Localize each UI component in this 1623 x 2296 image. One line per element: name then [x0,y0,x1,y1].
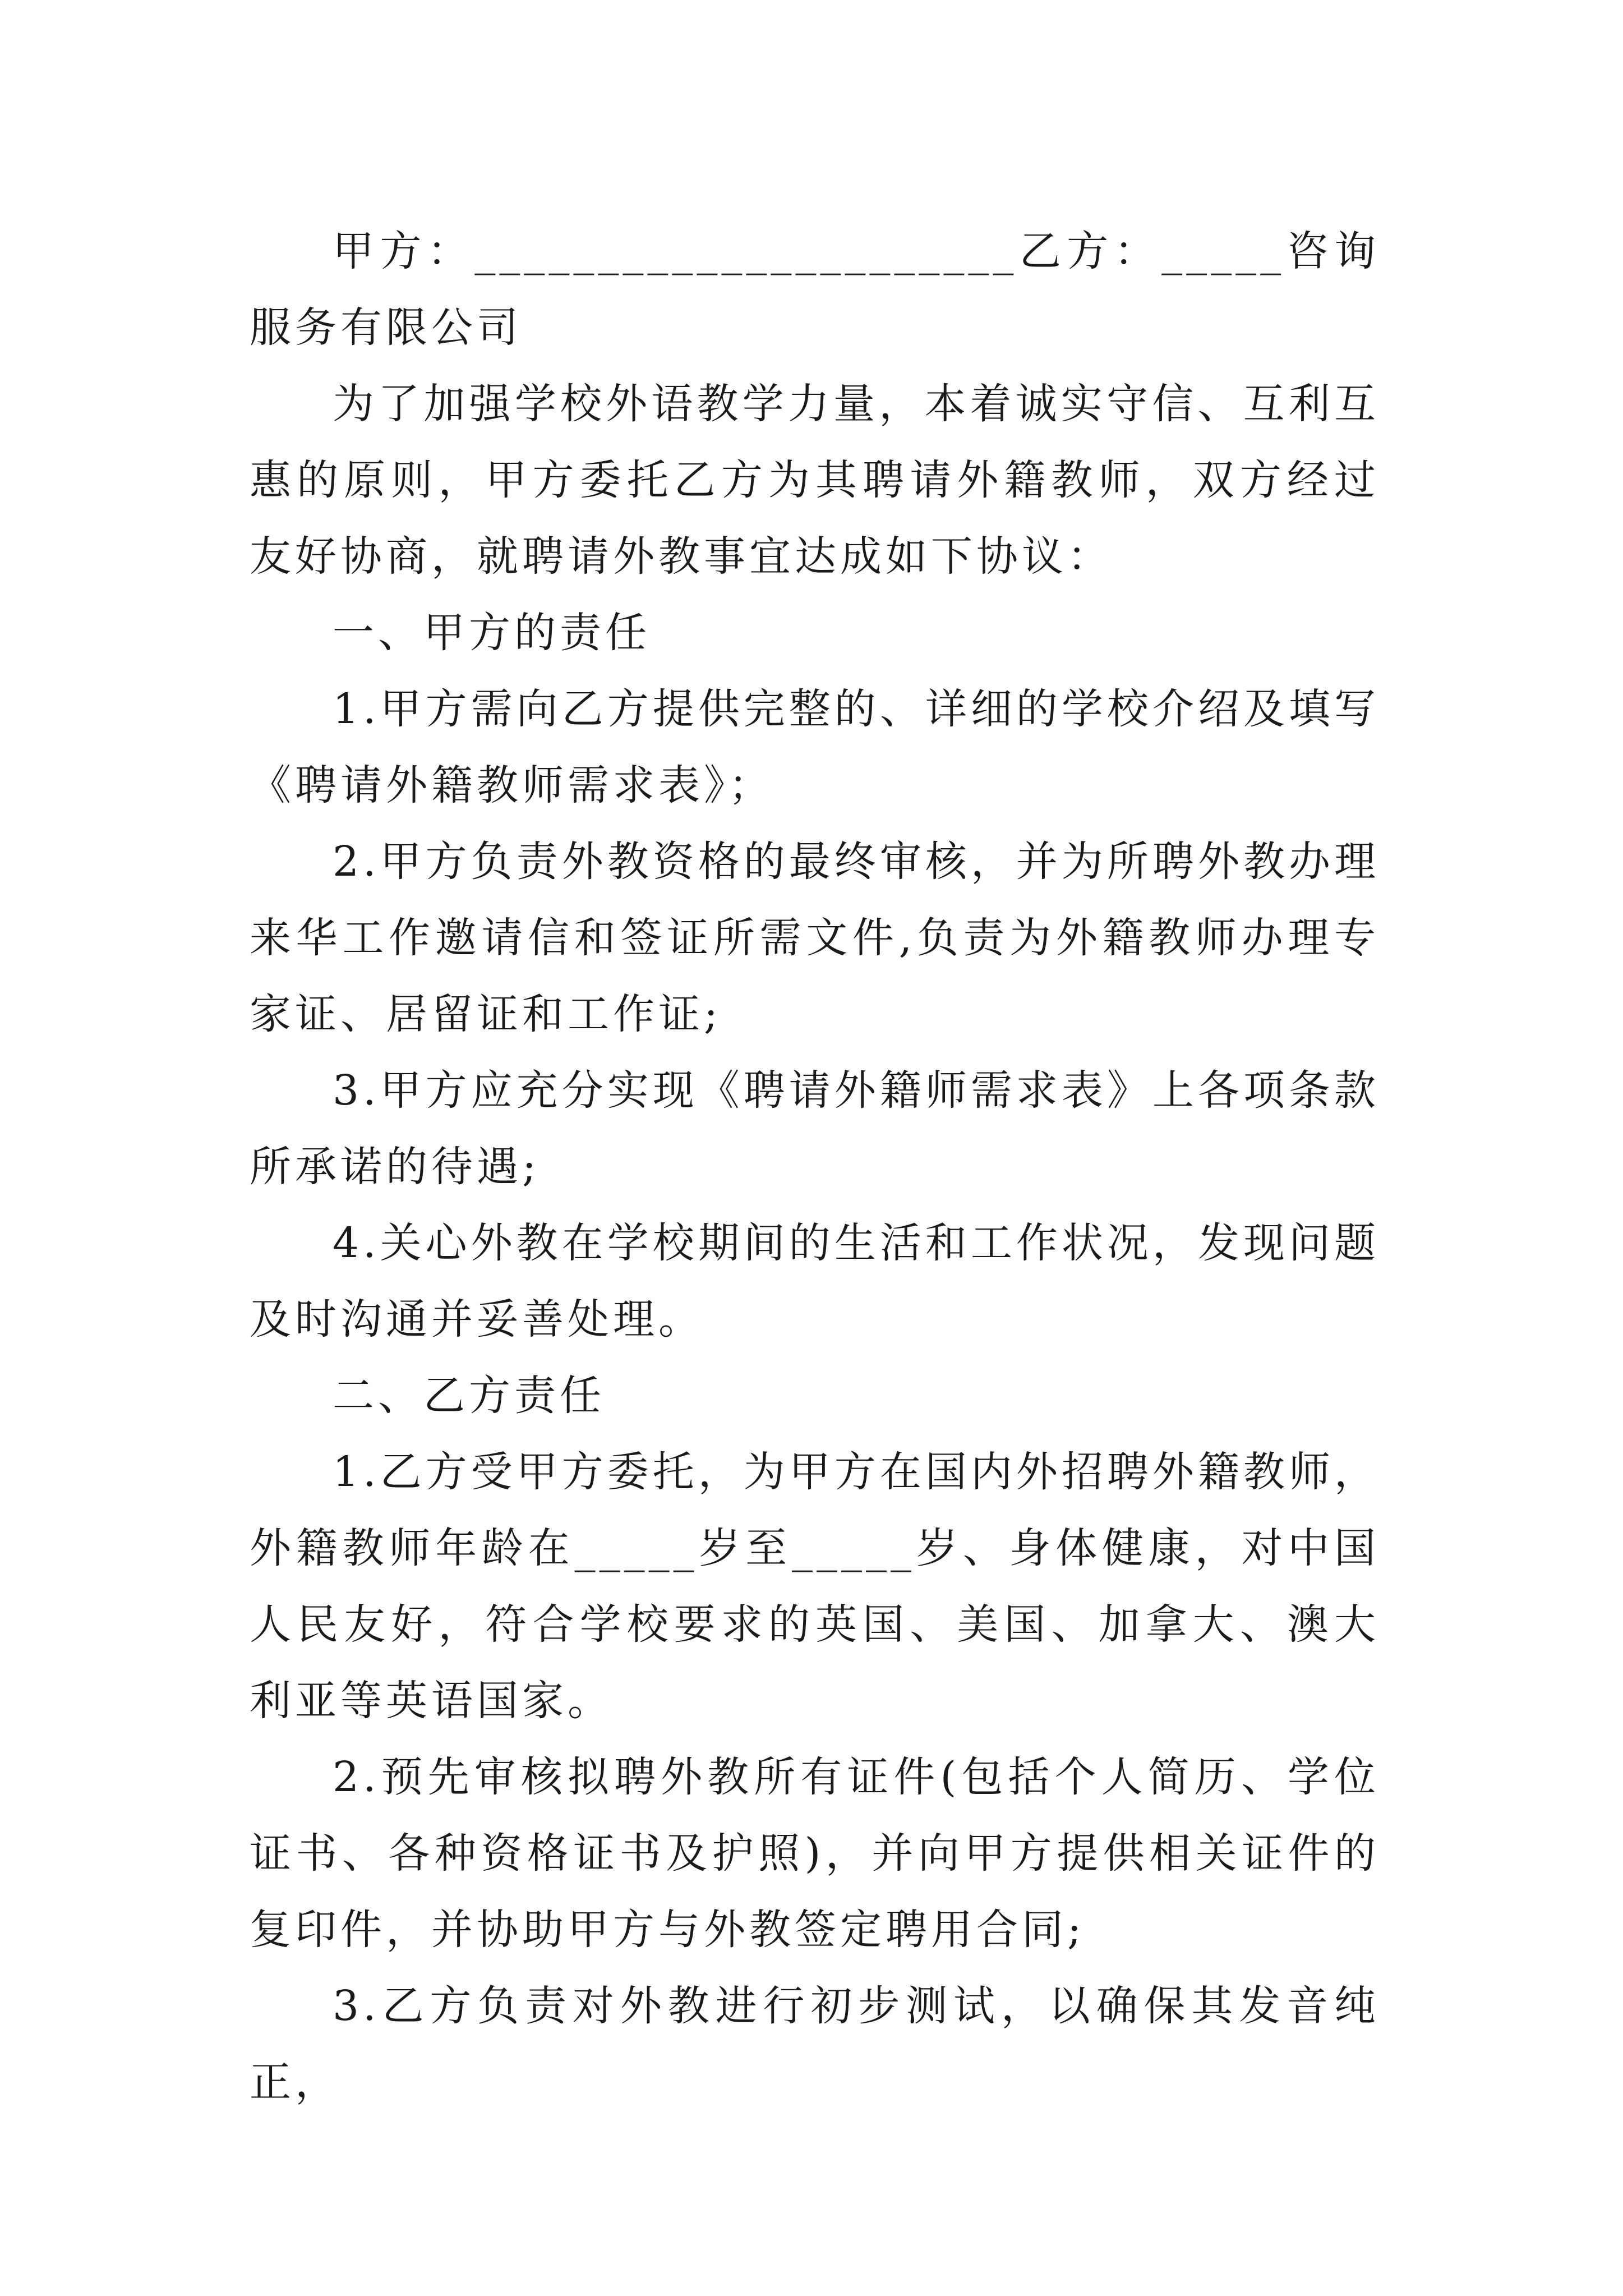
section-heading-party-a: 一、甲方的责任 [333,609,651,657]
party-b-clause-3: 3.乙方负责对外教进行初步测试，以确保其发音纯正， [250,1982,1380,2106]
parties-line: 甲方：______________________乙方：_____咨询服务有限公司 [250,227,1380,352]
party-b-clause-1: 1.乙方受甲方委托，为甲方在国内外招聘外籍教师，外籍教师年龄在_____岁至_____岁、身体健康，对中国人民友好，符合学校要求的英国、美国、加拿大、澳大利亚等英语国家。 [250,1448,1380,1725]
document-body [250,213,1380,2120]
preamble-paragraph: 为了加强学校外语教学力量，本着诚实守信、互利互惠的原则，甲方委托乙方为其聘请外籍教师，双方经过友好协商，就聘请外教事宜达成如下协议： [250,380,1380,581]
party-a-clause-1: 1.甲方需向乙方提供完整的、详细的学校介绍及填写《聘请外籍教师需求表》； [250,685,1380,809]
party-a-clause-3: 3.甲方应充分实现《聘请外籍师需求表》上各项条款所承诺的待遇; [250,1066,1380,1191]
party-a-clause-4: 4.关心外教在学校期间的生活和工作状况，发现问题及时沟通并妥善处理。 [250,1219,1380,1343]
section-heading-party-b: 二、乙方责任 [333,1372,605,1420]
party-a-clause-2: 2.甲方负责外教资格的最终审核，并为所聘外教办理来华工作邀请信和签证所需文件,负责为外籍教师办理专家证、居留证和工作证; [250,838,1380,1038]
party-b-clause-2: 2.预先审核拟聘外教所有证件(包括个人简历、学位证书、各种资格证书及护照)，并向甲方提供相关证件的复印件，并协助甲方与外教签定聘用合同; [250,1753,1380,1954]
